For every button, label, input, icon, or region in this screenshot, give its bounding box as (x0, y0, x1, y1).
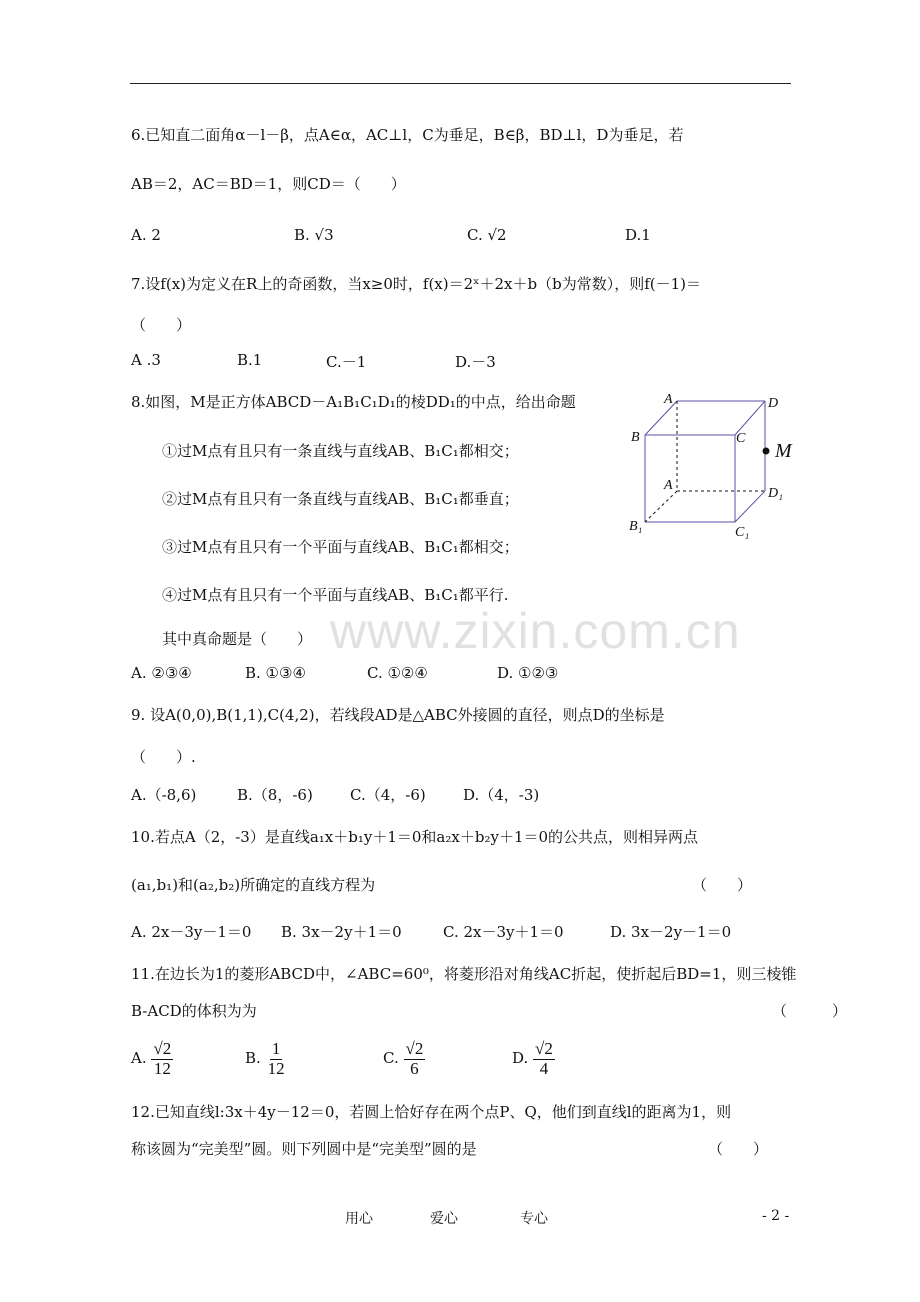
label-m: M (775, 440, 792, 462)
q7-option-b: B.1 (237, 351, 263, 369)
q6-line2: AB＝2，AC＝BD＝1，则CD＝（ ） (131, 175, 406, 193)
q9-option-c: C.（4，-6) (350, 786, 426, 804)
q8-option-c: C. ①②④ (367, 664, 428, 682)
cube-figure (620, 385, 810, 545)
q9-option-d: D.（4，-3) (463, 786, 540, 804)
q8-question: 其中真命题是（ ） (162, 630, 313, 648)
q7-line2: （ ） (131, 316, 192, 334)
label-c: C (736, 431, 746, 446)
label-b: B (631, 430, 640, 445)
q11-option-c (383, 1040, 425, 1078)
page-number: - 2 - (762, 1208, 790, 1224)
q6-option-c: C. √2 (467, 226, 507, 244)
q11-option-b-den: 12 (267, 1058, 285, 1078)
q8-option-b: B. ①③④ (245, 664, 306, 682)
q12-answer-paren: （ ） (708, 1140, 769, 1158)
q11-option-a-num: √2 (153, 1039, 172, 1058)
q11-option-c-den: 6 (410, 1058, 419, 1078)
q11-option-c-label: C. (383, 1049, 399, 1068)
header-rule (130, 83, 791, 84)
edge-a1b1-hidden (645, 491, 677, 522)
q6-option-b: B. √3 (294, 226, 334, 244)
q8-option-a: A. ②③④ (131, 664, 192, 682)
q11-option-c-num: √2 (405, 1039, 424, 1058)
q11-line2: B-ACD的体积为为 (131, 1002, 257, 1020)
q11-option-b-label: B. (245, 1049, 261, 1068)
q8-prop-3: ③过M点有且只有一个平面与直线AB、B₁C₁都相交； (162, 538, 519, 556)
q6-option-a: A. 2 (131, 226, 161, 244)
q8-option-d: D. ①②③ (497, 664, 559, 682)
q9-option-b: B.（8，-6) (237, 786, 313, 804)
q11-option-a-fraction (151, 1040, 173, 1078)
q8-prop-1: ①过M点有且只有一条直线与直线AB、B₁C₁都相交； (162, 442, 519, 460)
watermark: www.zixin.com.cn (330, 603, 741, 659)
q11-option-a-den: 12 (153, 1058, 171, 1078)
q10-answer-paren: （ ） (692, 876, 753, 894)
q11-option-b-fraction (266, 1040, 287, 1078)
label-a1: A (664, 478, 673, 493)
label-d1: D₁ (768, 486, 783, 501)
q8-prop-4: ④过M点有且只有一个平面与直线AB、B₁C₁都平行. (162, 586, 509, 604)
q11-option-d-fraction (533, 1040, 555, 1078)
q12-line2: 称该圆为“完美型”圆。则下列圆中是“完美型”圆的是 (131, 1140, 477, 1158)
footer-item-3: 专心 (520, 1211, 548, 1227)
q8-line1: 8.如图，M是正方体ABCD－A₁B₁C₁D₁的棱DD₁的中点，给出命题 (131, 393, 576, 411)
q11-line1: 11.在边长为1的菱形ABCD中，∠ABC=60⁰，将菱形沿对角线AC折起，使折起后BD=1，则三棱锥 (131, 965, 797, 983)
q11-option-d-num: √2 (535, 1039, 553, 1058)
q6-line1: 6.已知直二面角α－l－β，点A∈α，AC⊥l，C为垂足，B∈β，BD⊥l，D为垂足，若 (131, 126, 684, 144)
q11-option-a (131, 1040, 173, 1078)
q7-option-d: D.－3 (455, 353, 496, 371)
q11-option-b-num: 1 (271, 1039, 281, 1058)
q9-line1: 9. 设A(0,0),B(1,1),C(4,2)，若线段AD是△ABC外接圆的直径，则点D的坐标是 (131, 706, 665, 724)
q11-option-d-label: D. (512, 1049, 529, 1068)
q9-line2: （ ）. (131, 748, 196, 766)
q11-option-d (512, 1040, 555, 1078)
q10-option-c: C. 2x－3y＋1＝0 (443, 923, 564, 941)
footer-item-1: 用心 (345, 1211, 373, 1227)
label-b1: B₁ (629, 519, 643, 534)
footer-item-2: 爱心 (430, 1211, 458, 1227)
q10-option-a: A. 2x－3y－1＝0 (131, 923, 252, 941)
label-d: D (768, 396, 779, 411)
q9-option-a: A.（-8,6) (131, 786, 197, 804)
q11-option-d-den: 4 (539, 1058, 549, 1078)
q10-line1: 10.若点A（2，-3）是直线a₁x＋b₁y＋1＝0和a₂x＋b₂y＋1＝0的公共点，则相异两点 (131, 828, 699, 846)
q7-option-c: C.－1 (326, 353, 367, 371)
q7-option-a: A .3 (131, 351, 161, 369)
edge-cd (735, 401, 765, 435)
q6-option-d: D.1 (625, 226, 651, 244)
q10-option-d: D. 3x－2y－1＝0 (610, 923, 732, 941)
q8-prop-2: ②过M点有且只有一条直线与直线AB、B₁C₁都垂直； (162, 490, 519, 508)
label-a: A (664, 392, 673, 407)
q11-option-c-fraction (404, 1040, 426, 1078)
q10-line2: (a₁,b₁)和(a₂,b₂)所确定的直线方程为 (131, 876, 376, 894)
q11-answer-paren: （ ） (772, 1002, 848, 1020)
q11-option-b (245, 1040, 287, 1078)
label-c1: C₁ (735, 525, 750, 540)
q12-line1: 12.已知直线l:3x＋4y－12＝0，若圆上恰好存在两个点P、Q，他们到直线l的距离为1，则 (131, 1103, 732, 1121)
q10-option-b: B. 3x－2y＋1＝0 (281, 923, 402, 941)
q7-line1: 7.设f(x)为定义在R上的奇函数，当x≥0时，f(x)＝2ˣ＋2x＋b（b为常数），则f(－1)＝ (131, 275, 702, 293)
q11-option-a-label: A. (131, 1049, 147, 1068)
point-m (763, 448, 770, 455)
edge-c1d1 (735, 491, 765, 522)
